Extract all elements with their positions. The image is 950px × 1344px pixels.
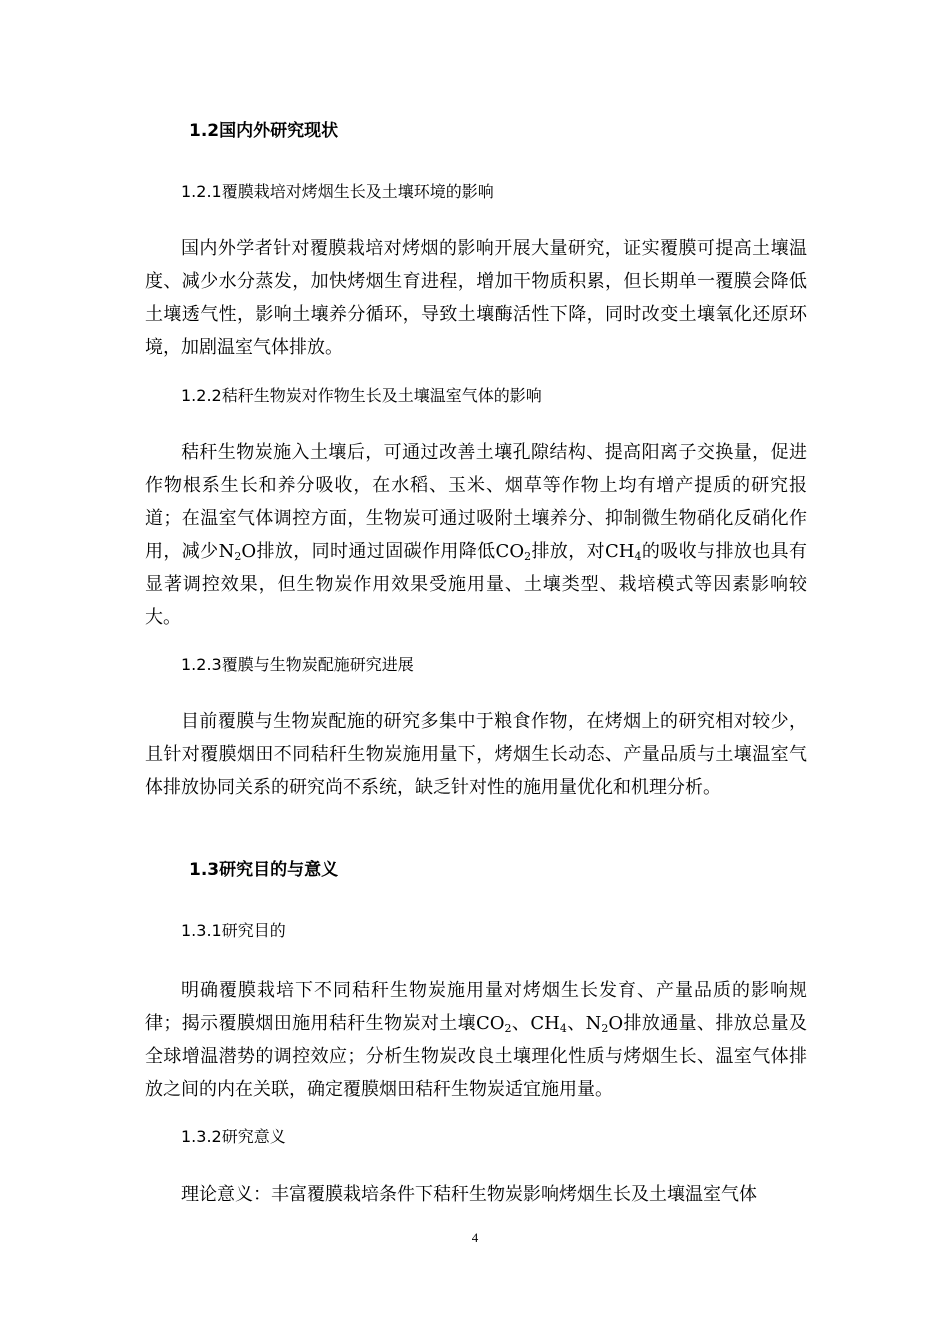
formula-ch4-subscript: 4 <box>559 1022 567 1035</box>
paragraph-1-3-1 <box>145 974 807 1106</box>
formula-n2o-main: N <box>218 541 235 562</box>
formula-ch4 <box>530 1013 566 1034</box>
formula-ch4-subscript: 4 <box>634 550 642 563</box>
formula-n2o-subscript: 2 <box>234 550 242 563</box>
paragraph-text: 秸秆生物炭施入土壤后，可通过改善土壤孔隙结构、提高阳离子交换量，促进作物根系生长和养分吸收，在水稻、玉米、烟草等作物上均有增产提质的研究报道；在温室气体调控方面，生物炭可通过吸附土壤养分、抑制微生物硝化反硝化作用，减少 <box>145 442 807 562</box>
paragraph-text: 排放，对 <box>531 541 606 562</box>
formula-ch4 <box>605 541 641 562</box>
subsection-heading-1-2-3: 1.2.3覆膜与生物炭配施研究进展 <box>181 655 414 674</box>
formula-co2-main: CO <box>495 541 525 562</box>
paragraph-1-2-3: 目前覆膜与生物炭配施的研究多集中于粮食作物，在烤烟上的研究相对较少，且针对覆膜烟田不同秸秆生物炭施用量下，烤烟生长动态、产量品质与土壤温室气体排放协同关系的研究尚不系统，缺乏针对性的施用量优化和机理分析。 <box>145 711 807 798</box>
formula-ch4-main: CH <box>530 1013 560 1034</box>
paragraph-1-3-2: 理论意义：丰富覆膜栽培条件下秸秆生物炭影响烤烟生长及土壤温室气体 <box>181 1184 757 1205</box>
formula-n2o-tail: O <box>608 1013 624 1034</box>
formula-co2 <box>476 1013 512 1034</box>
subsection-heading-1-2-2: 1.2.2秸秆生物炭对作物生长及土壤温室气体的影响 <box>181 386 542 405</box>
paragraph-text: 明确覆膜栽培下不同秸秆生物炭施用量对烤烟生长发育、产量品质的影响规律；揭示覆膜烟田施用秸秆生物炭对土壤 <box>145 980 807 1034</box>
section-heading-1-3: 1.3研究目的与意义 <box>189 860 339 880</box>
formula-n2o-main: N <box>585 1013 602 1034</box>
subsection-heading-1-2-1: 1.2.1覆膜栽培对烤烟生长及土壤环境的影响 <box>181 182 494 201</box>
formula-n2o <box>219 541 257 562</box>
paragraph-text: 排放通量、排放总量及全球增温潜势的调控效应；分析生物炭改良土壤理化性质与烤烟生长、温室气体排放之间的内在关联，确定覆膜烟田秸秆生物炭适宜施用量。 <box>145 1013 808 1100</box>
paragraph-text: 的吸收与排放也具有显著调控效果，但生物炭作用效果受施用量、土壤类型、栽培模式等因素影响较大。 <box>145 541 808 628</box>
formula-co2-subscript: 2 <box>524 550 532 563</box>
formula-n2o <box>586 1013 624 1034</box>
paragraph-1-2-2 <box>145 436 807 634</box>
subsection-heading-1-3-2: 1.3.2研究意义 <box>181 1127 286 1146</box>
page-number: 4 <box>471 1230 479 1245</box>
formula-n2o-subscript: 2 <box>601 1022 609 1035</box>
section-heading-1-2: 1.2国内外研究现状 <box>189 121 339 141</box>
paragraph-1-2-1: 国内外学者针对覆膜栽培对烤烟的影响开展大量研究，证实覆膜可提高土壤温度、减少水分蒸发，加快烤烟生育进程，增加干物质积累，但长期单一覆膜会降低土壤透气性，影响土壤养分循环，导致土壤酶活性下降，同时改变土壤氧化还原环境，加剧温室气体排放。 <box>145 238 807 358</box>
separator: 、 <box>511 1013 531 1034</box>
formula-co2-subscript: 2 <box>504 1022 512 1035</box>
paragraph-text: 排放，同时通过固碳作用降低 <box>256 541 496 562</box>
subsection-heading-1-3-1: 1.3.1研究目的 <box>181 921 286 940</box>
formula-ch4-main: CH <box>605 541 635 562</box>
separator: 、 <box>566 1013 586 1034</box>
formula-co2-main: CO <box>476 1013 505 1034</box>
formula-co2 <box>496 541 532 562</box>
formula-n2o-tail: O <box>241 541 257 562</box>
